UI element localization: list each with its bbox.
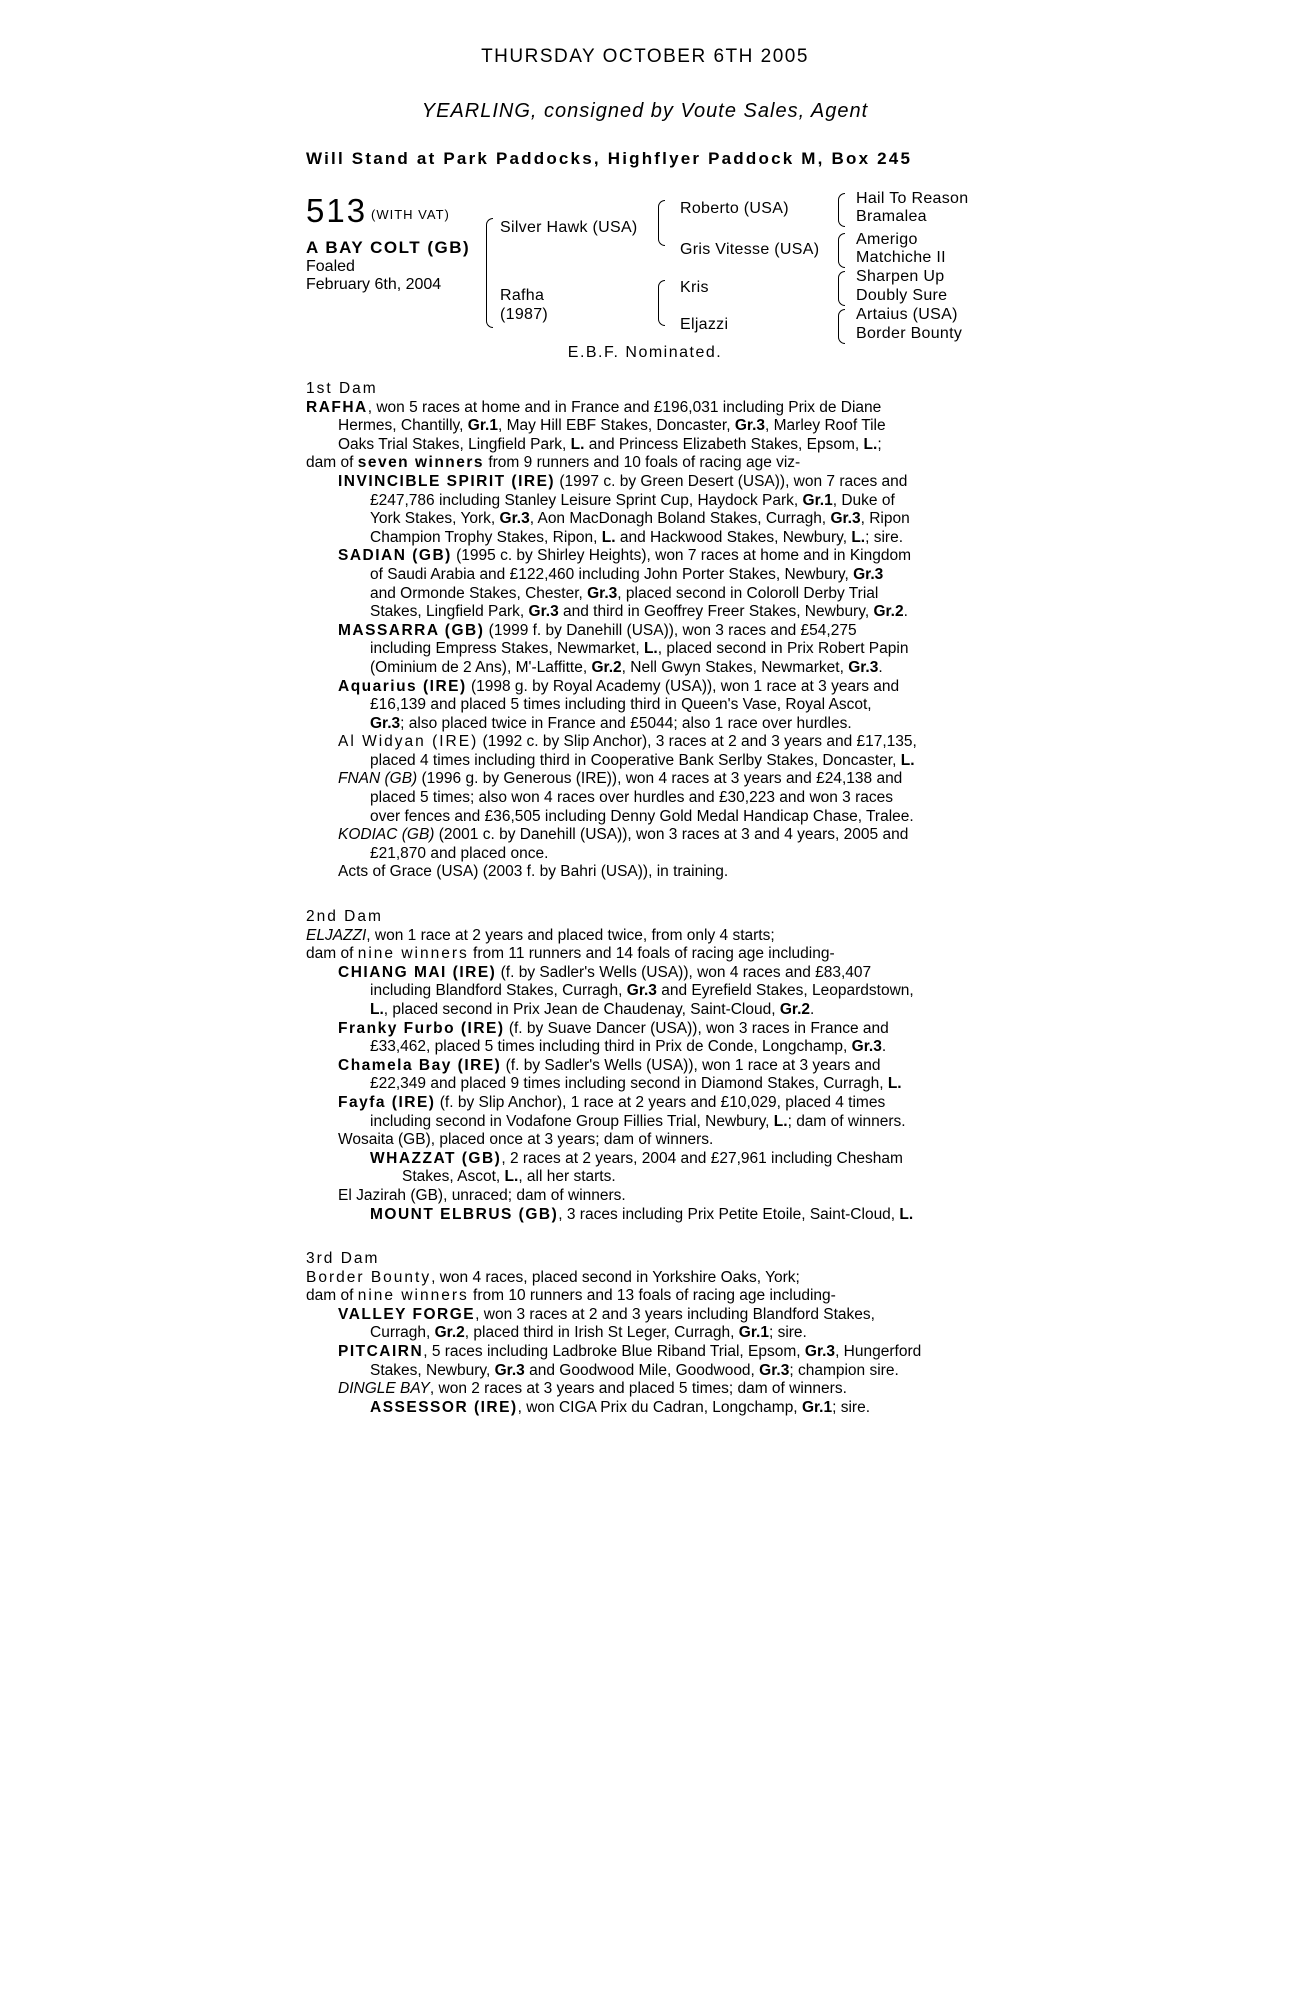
third-dam-heading: 3rd Dam	[306, 1250, 380, 1267]
pedigree-dam-sire: Kris	[680, 279, 709, 296]
pedigree-g8: Border Bounty	[856, 325, 963, 342]
pedigree-sire-dam: Gris Vitesse (USA)	[680, 241, 820, 258]
brace-dam	[658, 280, 665, 326]
progeny-chamela-bay: Chamela Bay (IRE) (f. by Sadler's Wells (USA)), won 1 race at 3 years and	[338, 1056, 881, 1074]
progeny-sadian: SADIAN (GB) (1995 c. by Shirley Heights), won 7 races at home and in Kingdom	[338, 547, 912, 565]
pedigree-sire-sire: Roberto (USA)	[680, 200, 789, 217]
progeny-franky-furbo: Franky Furbo (IRE) (f. by Suave Dancer (USA)), won 3 races in France and	[338, 1019, 889, 1037]
third-dam-section: 3rd Dam Border Bounty, won 4 races, placed second in Yorkshire Oaks, York; dam of nine winners from 10 runners and 13 foals of racing age including- VALLEY FORGE, won 3 races at 2 and 3 years including Blandford Stakes, Curragh, Gr.2, placed third in Irish St Leger, Curragh, Gr.1; sire. PITCAIRN, 5 races including Ladbroke Blue Riband Trial, Epsom, Gr.3, Hungerford Stakes, Newbury, Gr.3 and Goodwood Mile, Goodwood, Gr.3; champion sire. DINGLE BAY, won 2 races at 3 years and placed 5 times; dam of winners. ASSESSOR (IRE), won CIGA Prix du Cadran, Longchamp, Gr.1; sire.	[306, 1250, 976, 1417]
progeny-el-jazirah: El Jazirah (GB), unraced; dam of winners.	[338, 1186, 626, 1204]
progeny-wosaita: Wosaita (GB), placed once at 3 years; dam of winners.	[338, 1131, 714, 1149]
first-dam-name: RAFHA	[306, 398, 368, 416]
progeny-fnan: FNAN (GB) (1996 g. by Generous (IRE)), won 4 races at 3 years and £24,138 and	[338, 770, 903, 788]
lot-description: A BAY COLT (GB)	[306, 238, 471, 257]
progeny-assessor: ASSESSOR (IRE), won CIGA Prix du Cadran, Longchamp, Gr.1; sire.	[370, 1398, 871, 1416]
pedigree-g2: Bramalea	[856, 208, 927, 225]
foaled-label: Foaled	[306, 258, 355, 275]
pedigree-dam-dam: Eljazzi	[680, 316, 729, 333]
progeny-mount-elbrus: MOUNT ELBRUS (GB), 3 races including Prix Petite Etoile, Saint-Cloud, L.	[370, 1205, 914, 1223]
progeny-valley-forge: VALLEY FORGE, won 3 races at 2 and 3 years including Blandford Stakes,	[338, 1305, 875, 1323]
stand-location: Will Stand at Park Paddocks, Highflyer Paddock M, Box 245	[306, 149, 913, 168]
brace-g2	[838, 233, 845, 268]
brace-main	[486, 218, 493, 328]
progeny-aquarius: Aquarius (IRE) (1998 g. by Royal Academy (USA)), won 1 race at 3 years and	[338, 677, 900, 695]
pedigree-dam-year: (1987)	[500, 306, 549, 323]
pedigree-g3: Amerigo	[856, 231, 918, 248]
second-dam-section: 2nd Dam ELJAZZI, won 1 race at 2 years and placed twice, from only 4 starts; dam of nine winners from 11 runners and 14 foals of racing age including- CHIANG MAI (IRE) (f. by Sadler's Wells (USA)), won 4 races and £83,407 including Blandford Stakes, Curragh, Gr.3 and Eyrefield Stakes, Leopardstown, L., placed second in Prix Jean de Chaudenay, Saint-Cloud, Gr.2. Franky Furbo (IRE) (f. by Suave Dancer (USA)), won 3 races in France and £33,462, placed 5 times including third in Prix de Conde, Longchamp, Gr.3. Chamela Bay (IRE) (f. by Sadler's Wells (USA)), won 1 race at 3 years and £22,349 and placed 9 times including second in Diamond Stakes, Curragh, L. Fayfa (IRE) (f. by Slip Anchor), 1 race at 2 years and £10,029, placed 4 times including second in Vodafone Group Fillies Trial, Newbury, L.; dam of winners. Wosaita (GB), placed once at 3 years; dam of winners. WHAZZAT (GB), 2 races at 2 years, 2004 and £27,961 including Chesham Stakes, Ascot, L., all her starts. El Jazirah (GB), unraced; dam of winners. MOUNT ELBRUS (GB), 3 races including Prix Petite Etoile, Saint-Cloud, L.	[306, 908, 976, 1224]
lot-vat: (WITH VAT)	[371, 207, 450, 222]
progeny-acts-of-grace: Acts of Grace (USA) (2003 f. by Bahri (USA)), in training.	[338, 863, 729, 881]
ebf-nominated: E.B.F. Nominated.	[567, 344, 723, 361]
progeny-invincible-spirit: INVINCIBLE SPIRIT (IRE) (1997 c. by Green Desert (USA)), won 7 races and	[338, 472, 908, 490]
progeny-al-widyan: Al Widyan (IRE) (1992 c. by Slip Anchor), 3 races at 2 and 3 years and £17,135,	[338, 733, 917, 751]
progeny-massarra: MASSARRA (GB) (1999 f. by Danehill (USA)), won 3 races and £54,275	[338, 621, 857, 639]
sale-date: THURSDAY OCTOBER 6TH 2005	[481, 46, 809, 67]
brace-g4	[838, 309, 845, 344]
pedigree-sire: Silver Hawk (USA)	[500, 219, 638, 236]
progeny-fayfa: Fayfa (IRE) (f. by Slip Anchor), 1 race at 2 years and £10,029, placed 4 times	[338, 1093, 886, 1111]
progeny-whazzat: WHAZZAT (GB), 2 races at 2 years, 2004 and £27,961 including Chesham	[370, 1149, 903, 1167]
progeny-kodiac: KODIAC (GB) (2001 c. by Danehill (USA)), won 3 races at 3 and 4 years, 2005 and	[338, 826, 909, 844]
second-dam-name: ELJAZZI	[306, 926, 367, 944]
pedigree-g6: Doubly Sure	[856, 287, 948, 304]
brace-g1	[838, 193, 845, 227]
pedigree-g5: Sharpen Up	[856, 268, 945, 285]
pedigree-g4: Matchiche II	[856, 249, 946, 266]
pedigree-g1: Hail To Reason	[856, 190, 969, 207]
second-dam-heading: 2nd Dam	[306, 908, 383, 925]
lot-number: 513	[306, 192, 368, 229]
progeny-dingle-bay: DINGLE BAY, won 2 races at 3 years and placed 5 times; dam of winners.	[338, 1380, 847, 1398]
first-dam-section: 1st Dam RAFHA, won 5 races at home and in France and £196,031 including Prix de Diane Hermes, Chantilly, Gr.1, May Hill EBF Stakes, Doncaster, Gr.3, Marley Roof Tile Oaks Trial Stakes, Lingfield Park, L. and Princess Elizabeth Stakes, Epsom, L.; dam of seven winners from 9 runners and 10 foals of racing age viz- INVINCIBLE SPIRIT (IRE) (1997 c. by Green Desert (USA)), won 7 races and £247,786 including Stanley Leisure Sprint Cup, Haydock Park, Gr.1, Duke of York Stakes, York, Gr.3, Aon MacDonagh Boland Stakes, Curragh, Gr.3, Ripon Champion Trophy Stakes, Ripon, L. and Hackwood Stakes, Newbury, L.; sire. SADIAN (GB) (1995 c. by Shirley Heights), won 7 races at home and in Kingdom of Saudi Arabia and £122,460 including John Porter Stakes, Newbury, Gr.3 and Ormonde Stakes, Chester, Gr.3, placed second in Coloroll Derby Trial Stakes, Lingfield Park, Gr.3 and third in Geoffrey Freer Stakes, Newbury, Gr.2. MASSARRA (GB) (1999 f. by Danehill (USA)), won 3 races and £54,275 including Empress Stakes, Newmarket, L., placed second in Prix Robert Papin (Ominium de 2 Ans), M'-Laffitte, Gr.2, Nell Gwyn Stakes, Newmarket, Gr.3. Aquarius (IRE) (1998 g. by Royal Academy (USA)), won 1 race at 3 years and £16,139 and placed 5 times including third in Queen's Vase, Royal Ascot, Gr.3; also placed twice in France and £5044; also 1 race over hurdles. Al Widyan (IRE) (1992 c. by Slip Anchor), 3 races at 2 and 3 years and £17,135, placed 4 times including third in Cooperative Bank Serlby Stakes, Doncaster, L. FNAN (GB) (1996 g. by Generous (IRE)), won 4 races at 3 years and £24,138 and placed 5 times; also won 4 races over hurdles and £30,223 and won 3 races over fences and £36,505 including Denny Gold Medal Handicap Chase, Tralee. KODIAC (GB) (2001 c. by Danehill (USA)), won 3 races at 3 and 4 years, 2005 and £21,870 and placed once. Acts of Grace (USA) (2003 f. by Bahri (USA)), in training.	[306, 380, 976, 882]
brace-sire	[658, 200, 665, 246]
pedigree-dam: Rafha	[500, 287, 545, 304]
progeny-chiang-mai: CHIANG MAI (IRE) (f. by Sadler's Wells (USA)), won 4 races and £83,407	[338, 963, 872, 981]
foaled-date: February 6th, 2004	[306, 276, 442, 293]
third-dam-name: Border Bounty	[306, 1268, 432, 1286]
pedigree-g7: Artaius (USA)	[856, 306, 958, 323]
foaled-info	[306, 258, 441, 294]
consignment-line: YEARLING, consigned by Voute Sales, Agent	[421, 100, 869, 122]
progeny-pitcairn: PITCAIRN, 5 races including Ladbroke Blue Riband Trial, Epsom, Gr.3, Hungerford	[338, 1342, 922, 1360]
first-dam-heading: 1st Dam	[306, 380, 378, 397]
brace-g3	[838, 271, 845, 306]
